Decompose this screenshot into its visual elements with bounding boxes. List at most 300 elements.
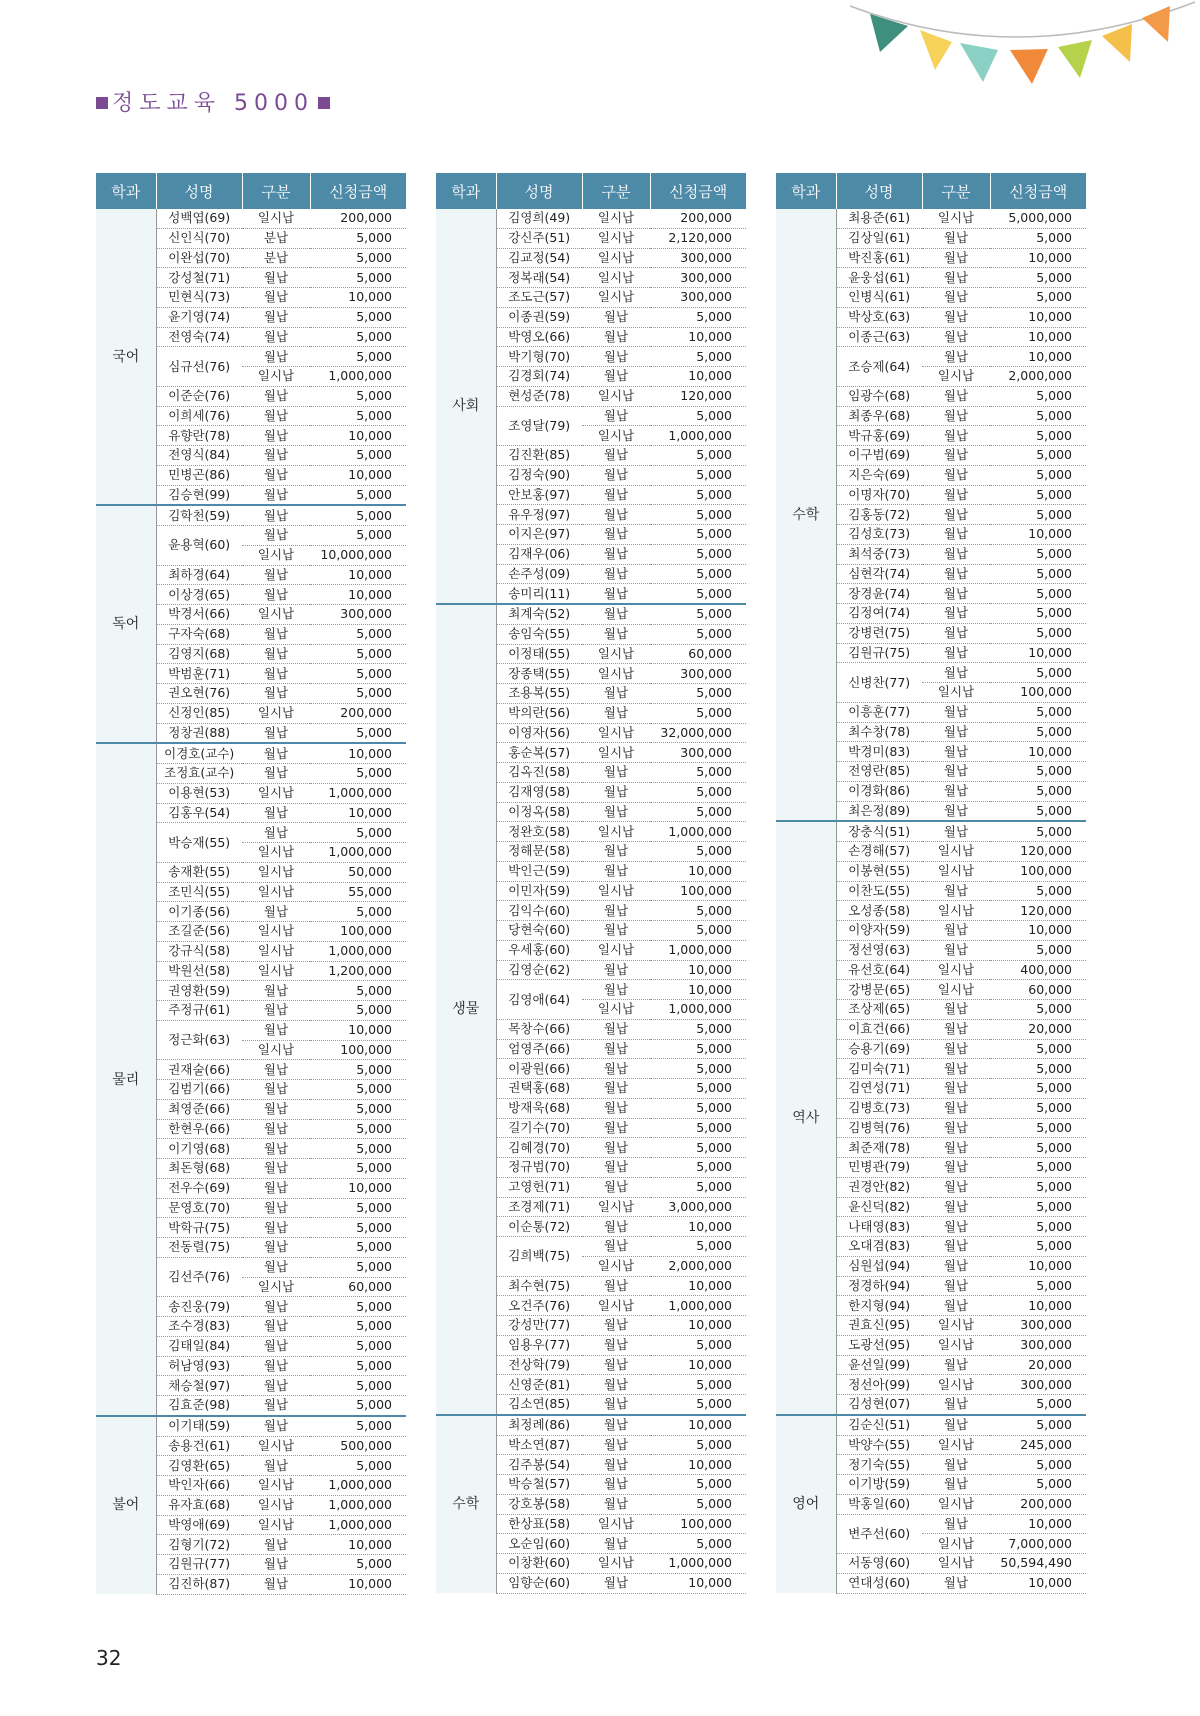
- amount-cell: 300,000: [650, 664, 746, 684]
- name-cell: 정선영(63): [836, 940, 922, 960]
- header-row: [776, 173, 1086, 209]
- type-cell: 월납: [582, 485, 650, 505]
- type-cell: 월납: [922, 643, 990, 663]
- name-cell: 김원규(75): [836, 643, 922, 663]
- name-cell: 고영헌(71): [496, 1177, 582, 1197]
- amount-cell: 5,000: [990, 881, 1086, 901]
- amount-cell: 5,000: [310, 446, 406, 466]
- amount-cell: 5,000: [650, 485, 746, 505]
- name-cell: 김정숙(90): [496, 465, 582, 485]
- name-cell: 최준재(78): [836, 1138, 922, 1158]
- name-cell: 윤용혁(60): [156, 526, 242, 566]
- amount-cell: 5,000: [650, 1158, 746, 1178]
- name-cell: 조경제(71): [496, 1197, 582, 1217]
- name-cell: 강호봉(58): [496, 1494, 582, 1514]
- name-cell: 이기종(56): [156, 902, 242, 922]
- type-cell: 월납: [922, 1138, 990, 1158]
- amount-cell: 5,000: [650, 347, 746, 367]
- dept-cell: 독어: [96, 505, 156, 743]
- name-cell: 박홍일(60): [836, 1494, 922, 1514]
- name-cell: 이경화(86): [836, 781, 922, 801]
- table-row: [96, 1416, 406, 1436]
- amount-cell: 5,000: [650, 406, 746, 426]
- amount-cell: 100,000: [990, 861, 1086, 881]
- amount-cell: 5,000: [990, 1059, 1086, 1079]
- amount-cell: 60,000: [650, 644, 746, 664]
- amount-cell: 1,000,000: [650, 1554, 746, 1574]
- type-cell: 일시납: [242, 1495, 310, 1515]
- table-row: [776, 209, 1086, 228]
- name-cell: 변주선(60): [836, 1514, 922, 1554]
- amount-cell: 5,000: [310, 307, 406, 327]
- type-cell: 월납: [922, 228, 990, 248]
- name-cell: 박승철(57): [496, 1475, 582, 1495]
- name-cell: 이정태(55): [496, 644, 582, 664]
- type-cell: 일시납: [242, 922, 310, 942]
- amount-cell: 10,000: [310, 803, 406, 823]
- name-cell: 김진하(87): [156, 1574, 242, 1594]
- name-header: 성명: [836, 173, 922, 209]
- amount-cell: 10,000: [990, 742, 1086, 762]
- type-cell: 월납: [582, 1276, 650, 1296]
- name-cell: 김진환(85): [496, 446, 582, 466]
- name-cell: 정기숙(55): [836, 1455, 922, 1475]
- amount-cell: 5,000: [990, 1415, 1086, 1435]
- amount-cell: 5,000: [990, 781, 1086, 801]
- type-cell: 월납: [242, 823, 310, 843]
- amount-cell: 5,000: [310, 1099, 406, 1119]
- name-cell: 김효준(98): [156, 1396, 242, 1416]
- amount-cell: 5,000: [650, 1435, 746, 1455]
- type-cell: 월납: [922, 801, 990, 821]
- name-cell: 조정효(교수): [156, 764, 242, 784]
- type-cell: 월납: [582, 1237, 650, 1257]
- type-cell: 월납: [242, 1555, 310, 1575]
- dept-cell: 수학: [776, 209, 836, 821]
- amount-cell: 10,000: [310, 1574, 406, 1594]
- name-cell: 박영오(66): [496, 327, 582, 347]
- name-cell: 신영준(81): [496, 1375, 582, 1395]
- type-cell: 일시납: [242, 783, 310, 803]
- type-cell: 월납: [242, 465, 310, 485]
- type-cell: 월납: [922, 327, 990, 347]
- amount-cell: 20,000: [990, 1355, 1086, 1375]
- header-row: [96, 173, 406, 209]
- name-header: 성명: [496, 173, 582, 209]
- donor-table-2: [436, 173, 746, 1594]
- type-cell: 월납: [922, 288, 990, 308]
- name-cell: 김학천(59): [156, 505, 242, 525]
- donor-table-3: [776, 173, 1086, 1594]
- amount-cell: 5,000: [990, 564, 1086, 584]
- type-cell: 월납: [242, 1080, 310, 1100]
- name-cell: 이영자(56): [496, 723, 582, 743]
- amount-cell: 5,000: [310, 664, 406, 684]
- name-cell: 권영환(59): [156, 981, 242, 1001]
- amount-cell: 200,000: [310, 209, 406, 228]
- amount-cell: 5,000: [650, 307, 746, 327]
- bunting-decoration-icon: [840, 0, 1200, 100]
- type-cell: 월납: [582, 624, 650, 644]
- type-cell: 월납: [582, 1415, 650, 1435]
- name-cell: 김승현(99): [156, 485, 242, 505]
- type-cell: 일시납: [922, 1335, 990, 1355]
- amount-cell: 5,000: [310, 268, 406, 288]
- table-row: [436, 604, 746, 624]
- amount-cell: 5,000: [990, 1158, 1086, 1178]
- name-cell: 장경윤(74): [836, 584, 922, 604]
- amount-cell: 5,000: [990, 584, 1086, 604]
- amount-cell: 300,000: [650, 268, 746, 288]
- name-cell: 김연성(71): [836, 1079, 922, 1099]
- type-cell: 월납: [242, 1238, 310, 1258]
- type-cell: 월납: [922, 1514, 990, 1534]
- name-cell: 박인근(59): [496, 861, 582, 881]
- type-cell: 월납: [242, 1060, 310, 1080]
- name-cell: 김홍우(54): [156, 803, 242, 823]
- name-cell: 임용우(77): [496, 1335, 582, 1355]
- dept-cell: 사회: [436, 209, 496, 604]
- amount-cell: 5,000: [650, 505, 746, 525]
- type-cell: 일시납: [242, 1476, 310, 1496]
- type-cell: 월납: [582, 1316, 650, 1336]
- amount-cell: 5,000: [990, 702, 1086, 722]
- name-cell: 조길준(56): [156, 922, 242, 942]
- type-cell: 월납: [922, 921, 990, 941]
- type-cell: 월납: [582, 1335, 650, 1355]
- type-cell: 월납: [922, 742, 990, 762]
- amount-cell: 5,000: [650, 802, 746, 822]
- type-cell: 일시납: [922, 1316, 990, 1336]
- amount-cell: 10,000: [650, 367, 746, 387]
- name-cell: 조승제(64): [836, 347, 922, 387]
- amount-cell: 5,000: [310, 1416, 406, 1436]
- type-cell: 월납: [242, 288, 310, 308]
- amount-cell: 2,120,000: [650, 228, 746, 248]
- type-cell: 월납: [242, 505, 310, 525]
- amount-cell: 5,000: [650, 564, 746, 584]
- amount-cell: 5,000: [650, 584, 746, 604]
- amount-cell: 5,000: [990, 1118, 1086, 1138]
- name-cell: 유우정(97): [496, 505, 582, 525]
- amount-cell: 5,000,000: [990, 209, 1086, 228]
- name-cell: 김미숙(71): [836, 1059, 922, 1079]
- amount-cell: 5,000: [990, 386, 1086, 406]
- type-cell: 월납: [242, 1020, 310, 1040]
- name-cell: 신인식(70): [156, 228, 242, 248]
- name-cell: 오성종(58): [836, 901, 922, 921]
- type-cell: 월납: [242, 1099, 310, 1119]
- amount-cell: 5,000: [990, 228, 1086, 248]
- type-cell: 월납: [582, 564, 650, 584]
- name-cell: 김병호(73): [836, 1098, 922, 1118]
- type-cell: 월납: [922, 1098, 990, 1118]
- amount-cell: 5,000: [310, 684, 406, 704]
- type-cell: 월납: [582, 1138, 650, 1158]
- type-cell: 월납: [582, 1534, 650, 1554]
- name-cell: 정경하(94): [836, 1276, 922, 1296]
- type-cell: 일시납: [582, 248, 650, 268]
- amount-cell: 100,000: [310, 922, 406, 942]
- name-cell: 김순신(51): [836, 1415, 922, 1435]
- name-cell: 정선아(99): [836, 1375, 922, 1395]
- name-cell: 현성준(78): [496, 386, 582, 406]
- name-cell: 이지은(97): [496, 525, 582, 545]
- type-cell: 월납: [922, 1197, 990, 1217]
- name-cell: 김병혁(76): [836, 1118, 922, 1138]
- amount-cell: 5,000: [990, 1197, 1086, 1217]
- table-row: [96, 505, 406, 525]
- amount-cell: 5,000: [990, 1000, 1086, 1020]
- type-cell: 월납: [582, 1079, 650, 1099]
- name-cell: 박양수(55): [836, 1435, 922, 1455]
- amount-cell: 5,000: [310, 526, 406, 546]
- type-cell: 일시납: [582, 1000, 650, 1020]
- amount-cell: 10,000: [650, 327, 746, 347]
- amount-cell: 5,000: [310, 1218, 406, 1238]
- type-cell: 월납: [242, 1001, 310, 1021]
- name-cell: 오대겸(83): [836, 1237, 922, 1257]
- name-cell: 이순통(72): [496, 1217, 582, 1237]
- table-row: [776, 821, 1086, 841]
- name-cell: 심원섭(94): [836, 1256, 922, 1276]
- name-cell: 이양자(59): [836, 921, 922, 941]
- amount-cell: 10,000: [650, 1455, 746, 1475]
- amount-cell: 5,000: [650, 1039, 746, 1059]
- amount-cell: 300,000: [990, 1335, 1086, 1355]
- header-row: [436, 173, 746, 209]
- type-cell: 월납: [922, 1237, 990, 1257]
- amount-cell: 5,000: [650, 465, 746, 485]
- type-cell: 월납: [582, 1098, 650, 1118]
- amount-cell: 100,000: [650, 881, 746, 901]
- name-cell: 박소연(87): [496, 1435, 582, 1455]
- type-cell: 월납: [242, 743, 310, 763]
- amount-cell: 200,000: [650, 209, 746, 228]
- type-cell: 월납: [582, 1118, 650, 1138]
- type-cell: 월납: [242, 347, 310, 367]
- type-cell: 일시납: [922, 1534, 990, 1554]
- name-cell: 구자숙(68): [156, 624, 242, 644]
- type-cell: 월납: [582, 1435, 650, 1455]
- type-cell: 월납: [242, 1356, 310, 1376]
- type-cell: 월납: [922, 1039, 990, 1059]
- type-cell: 일시납: [242, 961, 310, 981]
- type-cell: 월납: [582, 1395, 650, 1415]
- amount-cell: 5,000: [310, 823, 406, 843]
- name-cell: 이경호(교수): [156, 743, 242, 763]
- name-cell: 윤신덕(82): [836, 1197, 922, 1217]
- name-cell: 손주성(09): [496, 564, 582, 584]
- amount-cell: 5,000: [990, 465, 1086, 485]
- type-cell: 월납: [242, 485, 310, 505]
- name-cell: 민병관(79): [836, 1158, 922, 1178]
- name-cell: 박승재(55): [156, 823, 242, 863]
- amount-cell: 5,000: [990, 268, 1086, 288]
- name-cell: 박경서(66): [156, 605, 242, 625]
- name-cell: 나태영(83): [836, 1217, 922, 1237]
- amount-cell: 5,000: [650, 901, 746, 921]
- name-cell: 허남영(93): [156, 1356, 242, 1376]
- amount-cell: 5,000: [310, 1396, 406, 1416]
- type-cell: 월납: [922, 1415, 990, 1435]
- amount-cell: 5,000: [990, 1039, 1086, 1059]
- type-cell: 월납: [242, 902, 310, 922]
- amount-cell: 50,000: [310, 862, 406, 882]
- dept-cell: 생물: [436, 604, 496, 1415]
- type-cell: 일시납: [582, 1197, 650, 1217]
- amount-cell: 5,000: [650, 1375, 746, 1395]
- name-cell: 최은정(89): [836, 801, 922, 821]
- square-bullet-icon: [318, 97, 330, 109]
- header-title: 정도교육 5000: [112, 91, 314, 116]
- amount-cell: 5,000: [650, 544, 746, 564]
- name-cell: 심현각(74): [836, 564, 922, 584]
- amount-cell: 5,000: [650, 1059, 746, 1079]
- amount-cell: 5,000: [310, 1297, 406, 1317]
- name-cell: 이기방(59): [836, 1475, 922, 1495]
- type-cell: 월납: [242, 406, 310, 426]
- name-cell: 김성호(73): [836, 525, 922, 545]
- type-cell: 일시납: [582, 268, 650, 288]
- amount-cell: 1,000,000: [310, 1495, 406, 1515]
- amount-header: 신청금액: [310, 173, 406, 209]
- dept-cell: 불어: [96, 1416, 156, 1594]
- amount-cell: 20,000: [990, 1019, 1086, 1039]
- amount-cell: 5,000: [310, 624, 406, 644]
- name-cell: 이용현(53): [156, 783, 242, 803]
- amount-cell: 5,000: [310, 228, 406, 248]
- type-cell: 월납: [242, 1297, 310, 1317]
- amount-cell: 1,000,000: [310, 941, 406, 961]
- amount-cell: 5,000: [990, 1098, 1086, 1118]
- amount-cell: 10,000: [990, 248, 1086, 268]
- type-cell: 일시납: [922, 842, 990, 862]
- name-cell: 오건주(76): [496, 1296, 582, 1316]
- amount-cell: 10,000: [650, 1355, 746, 1375]
- type-cell: 월납: [582, 921, 650, 941]
- amount-cell: 10,000: [650, 1573, 746, 1593]
- type-cell: 월납: [582, 1375, 650, 1395]
- amount-cell: 10,000,000: [310, 545, 406, 565]
- amount-cell: 5,000: [990, 1475, 1086, 1495]
- amount-cell: 5,000: [650, 604, 746, 624]
- name-cell: 김주봉(54): [496, 1455, 582, 1475]
- name-cell: 조영달(79): [496, 406, 582, 446]
- type-cell: 분납: [242, 228, 310, 248]
- name-cell: 정근화(63): [156, 1020, 242, 1060]
- name-cell: 이봉현(55): [836, 861, 922, 881]
- name-cell: 한현우(66): [156, 1119, 242, 1139]
- type-cell: 월납: [242, 446, 310, 466]
- type-cell: 월납: [922, 940, 990, 960]
- amount-cell: 5,000: [990, 1395, 1086, 1415]
- amount-cell: 5,000: [650, 1534, 746, 1554]
- type-cell: 월납: [582, 1019, 650, 1039]
- amount-cell: 10,000: [310, 585, 406, 605]
- amount-cell: 1,000,000: [310, 367, 406, 387]
- amount-cell: 5,000: [990, 1079, 1086, 1099]
- name-cell: 신병찬(77): [836, 663, 922, 703]
- name-cell: 박진홍(61): [836, 248, 922, 268]
- type-cell: 월납: [582, 1158, 650, 1178]
- type-cell: 월납: [242, 723, 310, 743]
- name-cell: 강성철(71): [156, 268, 242, 288]
- amount-cell: 100,000: [990, 683, 1086, 703]
- amount-cell: 5,000: [990, 1138, 1086, 1158]
- type-cell: 월납: [242, 1139, 310, 1159]
- amount-cell: 1,000,000: [310, 783, 406, 803]
- amount-cell: 5,000: [990, 1455, 1086, 1475]
- amount-cell: 3,000,000: [650, 1197, 746, 1217]
- type-cell: 월납: [922, 1059, 990, 1079]
- name-cell: 정해문(58): [496, 842, 582, 862]
- amount-cell: 5,000: [990, 762, 1086, 782]
- amount-cell: 5,000: [990, 604, 1086, 624]
- type-cell: 일시납: [922, 960, 990, 980]
- amount-cell: 5,000: [310, 902, 406, 922]
- type-cell: 월납: [242, 1317, 310, 1337]
- type-cell: 일시납: [242, 1515, 310, 1535]
- type-cell: 월납: [582, 584, 650, 604]
- type-cell: 월납: [242, 1198, 310, 1218]
- amount-cell: 5,000: [310, 644, 406, 664]
- amount-cell: 5,000: [310, 248, 406, 268]
- type-cell: 월납: [922, 446, 990, 466]
- amount-cell: 5,000: [650, 1118, 746, 1138]
- amount-cell: 10,000: [310, 1535, 406, 1555]
- type-cell: 월납: [242, 1376, 310, 1396]
- dept-header: 학과: [436, 173, 496, 209]
- type-header: 구분: [922, 173, 990, 209]
- type-cell: 월납: [582, 1573, 650, 1593]
- name-cell: 이희세(76): [156, 406, 242, 426]
- amount-cell: 120,000: [990, 842, 1086, 862]
- name-cell: 박인자(66): [156, 1476, 242, 1496]
- type-cell: 일시납: [922, 1554, 990, 1574]
- dept-header: 학과: [96, 173, 156, 209]
- dept-cell: 수학: [436, 1415, 496, 1593]
- name-cell: 정창권(88): [156, 723, 242, 743]
- name-cell: 윤웅섭(61): [836, 268, 922, 288]
- amount-cell: 5,000: [310, 1456, 406, 1476]
- type-cell: 일시납: [922, 1375, 990, 1395]
- type-cell: 일시납: [582, 386, 650, 406]
- name-cell: 신정인(85): [156, 703, 242, 723]
- type-cell: 월납: [922, 702, 990, 722]
- name-cell: 송진웅(79): [156, 1297, 242, 1317]
- name-cell: 김정여(74): [836, 604, 922, 624]
- amount-cell: 5,000: [650, 1138, 746, 1158]
- amount-cell: 5,000: [310, 505, 406, 525]
- name-cell: 박영애(69): [156, 1515, 242, 1535]
- name-cell: 김영환(65): [156, 1456, 242, 1476]
- amount-cell: 5,000: [310, 1376, 406, 1396]
- name-cell: 성백엽(69): [156, 209, 242, 228]
- type-cell: 월납: [922, 881, 990, 901]
- type-cell: 월납: [242, 1218, 310, 1238]
- name-cell: 조용복(55): [496, 684, 582, 704]
- type-cell: 월납: [582, 1475, 650, 1495]
- name-cell: 엄영주(66): [496, 1039, 582, 1059]
- amount-cell: 10,000: [310, 426, 406, 446]
- name-cell: 김태일(84): [156, 1336, 242, 1356]
- amount-cell: 1,200,000: [310, 961, 406, 981]
- name-cell: 이민자(59): [496, 881, 582, 901]
- type-cell: 월납: [242, 327, 310, 347]
- name-cell: 승용기(69): [836, 1039, 922, 1059]
- type-cell: 월납: [922, 762, 990, 782]
